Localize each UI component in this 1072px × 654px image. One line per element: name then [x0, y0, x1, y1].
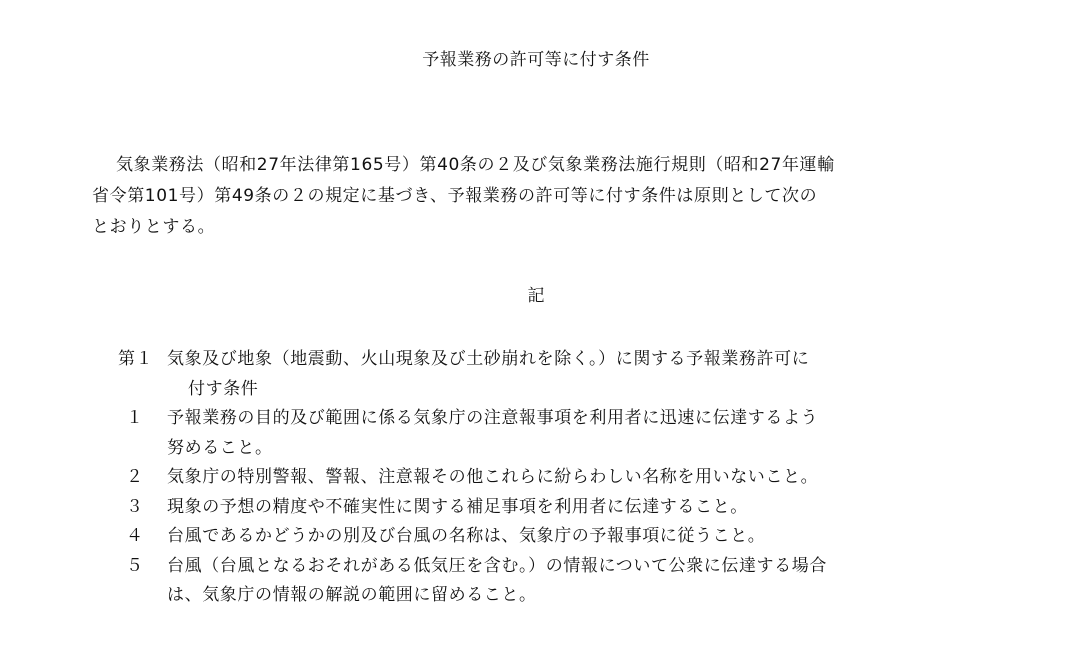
section-heading-line-1: 気象及び地象（地震動、火山現象及び土砂崩れを除く。）に関する予報業務許可に — [167, 349, 810, 369]
item-number: ３ — [126, 496, 144, 517]
item-text-line-2: は、気象庁の情報の解説の範囲に留めること。 — [167, 585, 537, 605]
section-heading — [92, 345, 992, 375]
item-text-line-1: 現象の予想の精度や不確実性に関する補足事項を利用者に伝達すること。 — [167, 496, 748, 517]
list-item — [92, 493, 992, 523]
list-item — [92, 552, 992, 582]
list-item — [92, 463, 992, 493]
item-number: １ — [126, 408, 144, 428]
section-heading-line-2: 付す条件 — [188, 378, 259, 399]
section-1 — [92, 345, 992, 611]
item-number: ４ — [126, 526, 144, 546]
intro-line-1: 気象業務法（昭和27年法律第165号）第40条の２及び気象業務法施行規則（昭和27年運輸 — [116, 155, 835, 175]
item-text-line-2: 努めること。 — [167, 437, 273, 458]
ki-heading: 記 — [527, 286, 545, 306]
section-number: 第１ — [118, 349, 154, 369]
item-text-line-1: 予報業務の目的及び範囲に係る気象庁の注意報事項を利用者に迅速に伝達するよう — [167, 408, 819, 428]
intro-line-2: 省令第101号）第49条の２の規定に基づき、予報業務の許可等に付す条件は原則として次の — [92, 186, 818, 206]
item-text-line-1: 台風であるかどうかの別及び台風の名称は、気象庁の予報事項に従うこと。 — [167, 526, 766, 546]
intro-paragraph — [92, 150, 992, 243]
document-title: 予報業務の許可等に付す条件 — [422, 50, 650, 70]
list-item — [92, 522, 992, 552]
intro-line-3: とおりとする。 — [92, 217, 216, 237]
item-number: ５ — [126, 555, 144, 576]
item-text-line-1: 台風（台風となるおそれがある低気圧を含む。）の情報について公衆に伝達する場合 — [167, 555, 827, 576]
list-item — [92, 404, 992, 434]
item-number: ２ — [126, 467, 144, 487]
item-text-line-1: 気象庁の特別警報、警報、注意報その他これらに紛らわしい名称を用いないこと。 — [167, 467, 819, 487]
